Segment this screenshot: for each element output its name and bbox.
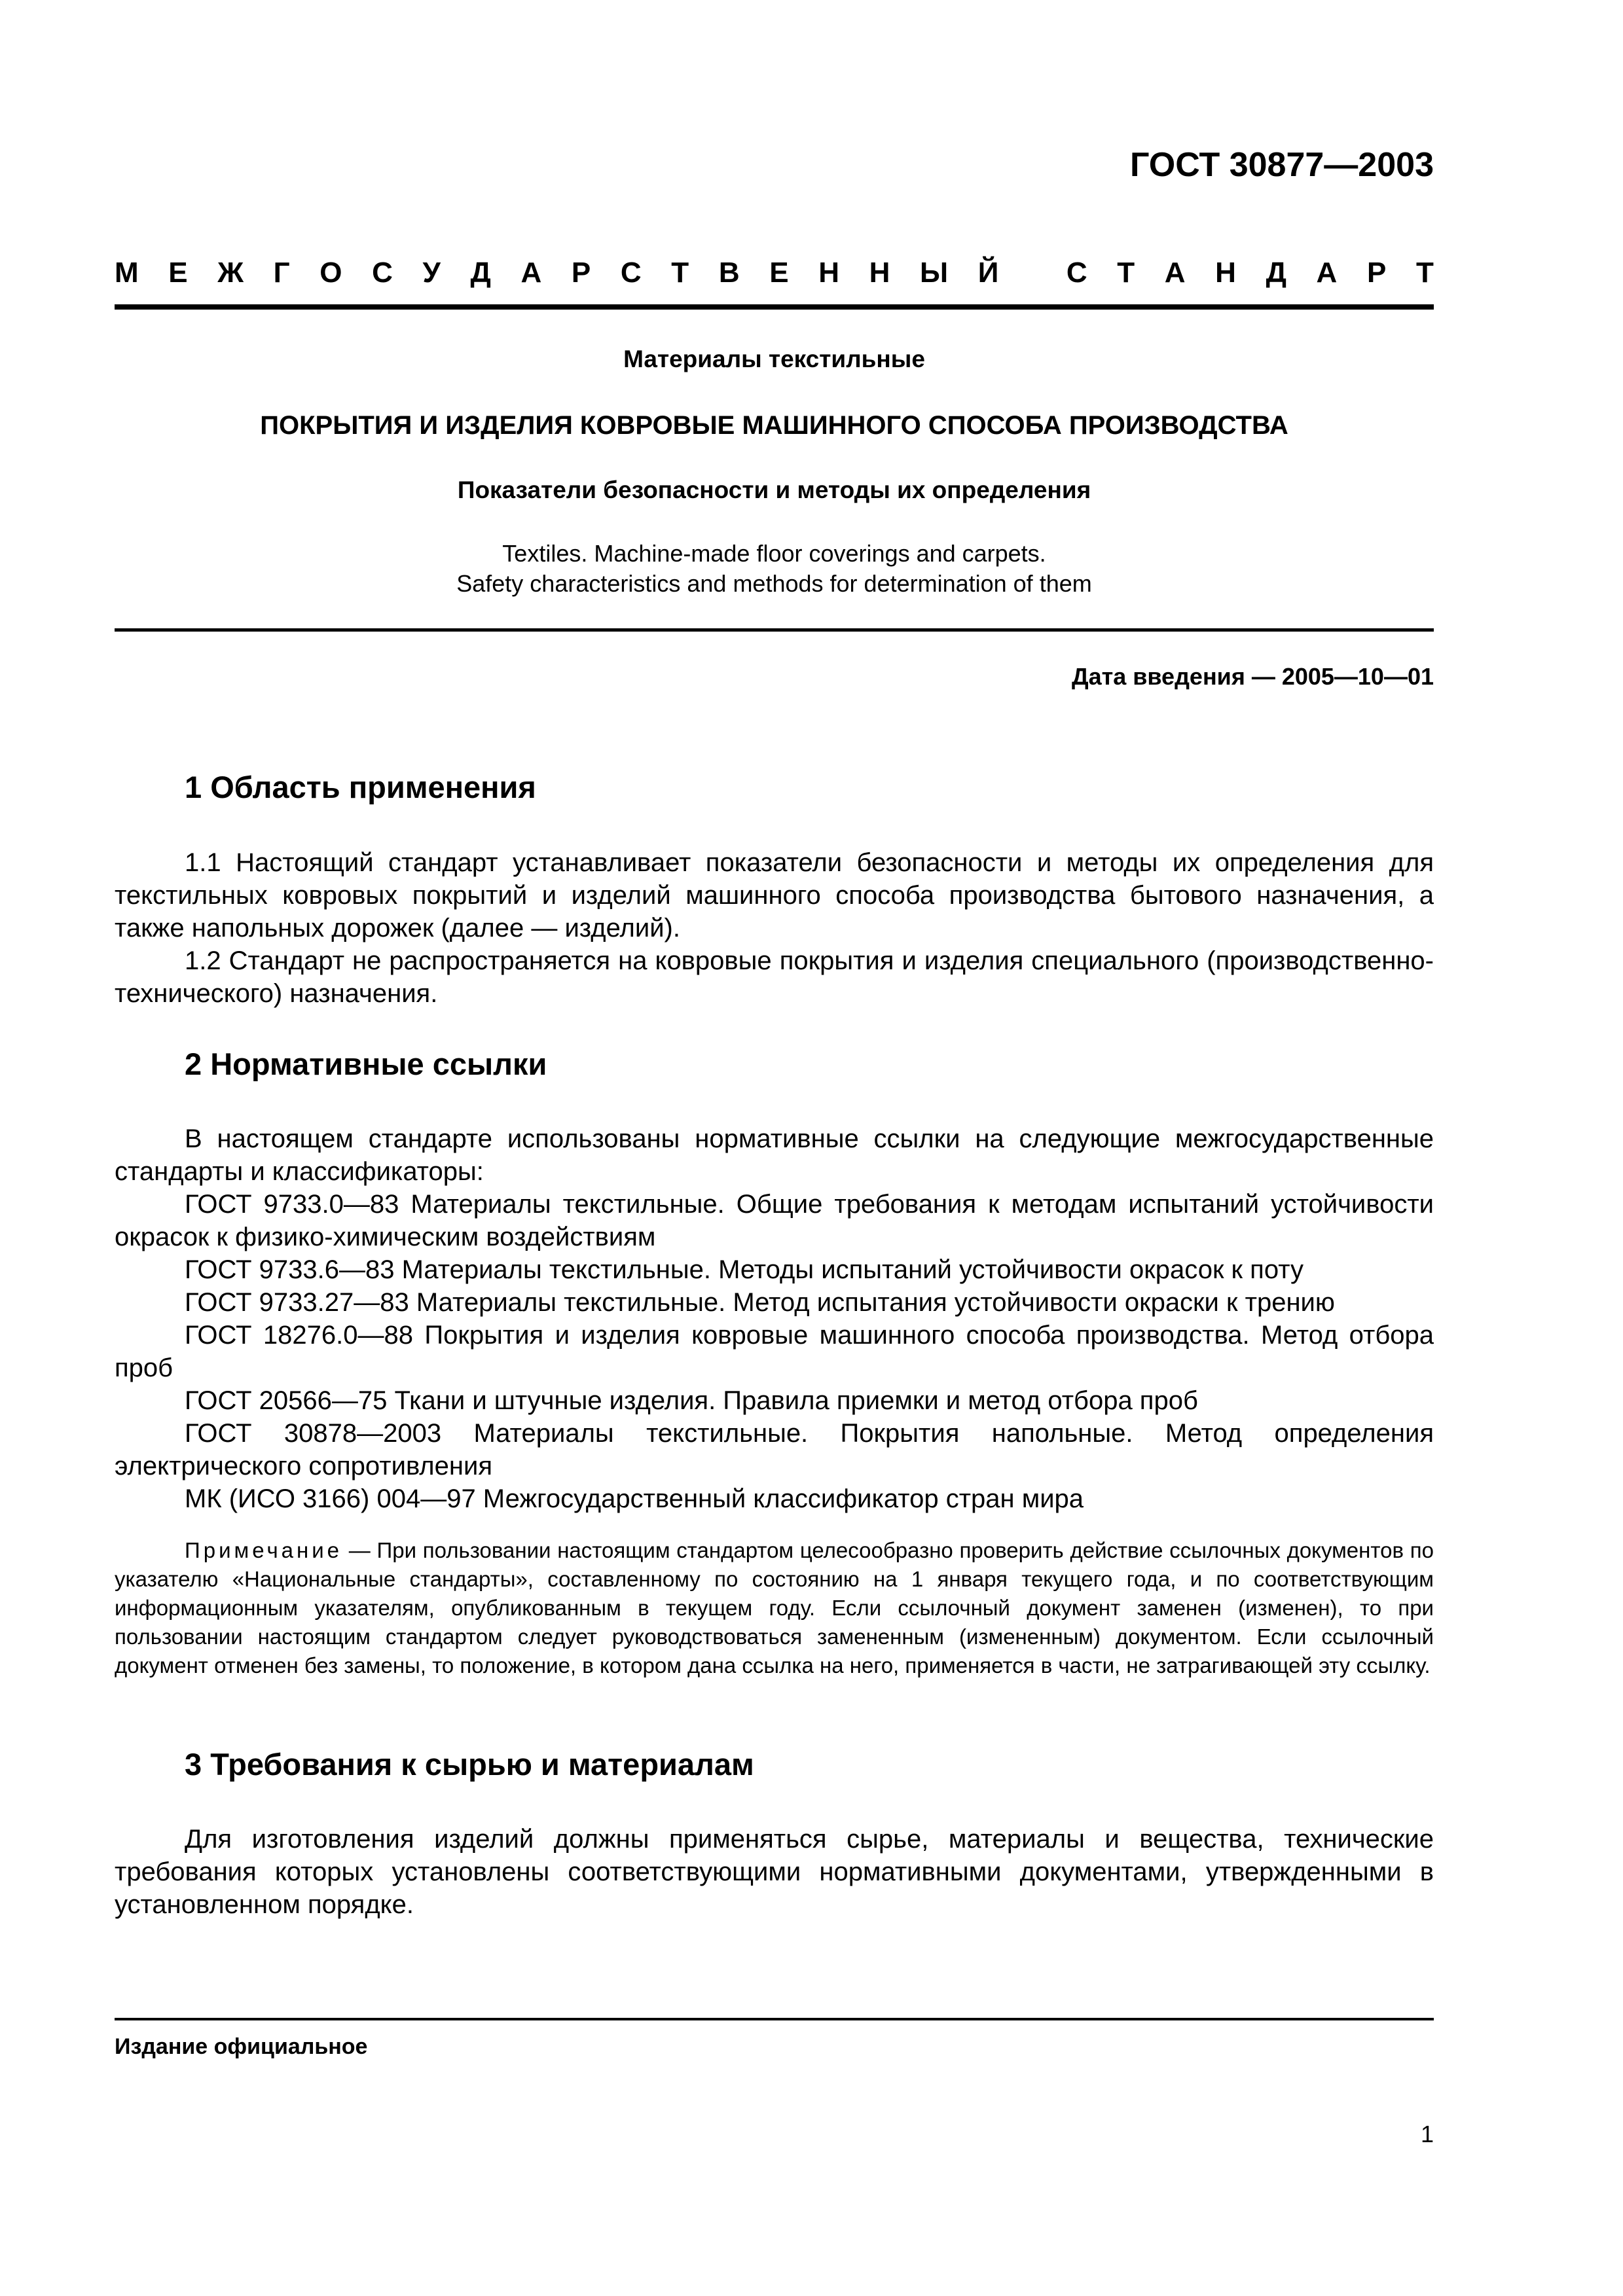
reference-item: ГОСТ 20566—75 Ткани и штучные изделия. Правила приемки и метод отбора проб	[185, 1386, 1198, 1415]
banner-letter: Т	[1117, 257, 1135, 289]
reference-item: ГОСТ 9733.27—83 Материалы текстильные. Метод испытания устойчивости окраски к трению	[185, 1288, 1335, 1317]
reference-item: ГОСТ 30878—2003 Материалы текстильные. Покрытия напольные. Метод определения электрического сопротивления	[115, 1419, 1434, 1480]
banner-letter: Г	[273, 257, 290, 289]
section-2-heading: 2 Нормативные ссылки	[185, 1047, 547, 1081]
section-3-heading: 3 Требования к сырью и материалам	[185, 1747, 754, 1782]
banner-letter: Н	[818, 257, 839, 289]
banner-letter: В	[718, 257, 740, 289]
references-note	[115, 1536, 1434, 1680]
banner-letter: А	[1316, 257, 1338, 289]
note-text: — При пользовании настоящим стандартом целесообразно проверить действие ссылочных документов по указателю «Национальные стандарты», составленному по состоянию на 1 января текущего года, и по соответствующим информационным указателям, опубликованным в текущем году. Если ссылочный документ заменен (изменен), то при пользовании настоящим стандартом следует руководствоваться замененным (измененным) документом. Если ссылочный документ отменен без замены, то положение, в котором дана ссылка на него, применяется в части, не затрагивающей эту ссылку.	[115, 1538, 1434, 1677]
banner-letter: О	[319, 257, 342, 289]
header-rule	[115, 304, 1434, 310]
footer-rule	[115, 2018, 1434, 2020]
banner-letter: С	[1066, 257, 1087, 289]
banner-gap	[1029, 257, 1036, 296]
reference-item: ГОСТ 18276.0—88 Покрытия и изделия ковровые машинного способа производства. Метод отбора проб	[115, 1321, 1434, 1382]
banner-letter: Н	[1215, 257, 1236, 289]
banner-letter: М	[115, 257, 139, 289]
standard-designation: ГОСТ 30877—2003	[1130, 146, 1434, 184]
banner-letter: У	[422, 257, 441, 289]
banner-letter: Р	[571, 257, 591, 289]
paragraph-1-2: 1.2 Стандарт не распространяется на ковровые покрытия и изделия специального (производственно-технического) назначения.	[115, 946, 1434, 1008]
banner-letter: А	[1164, 257, 1186, 289]
banner-letter: Р	[1366, 257, 1387, 289]
banner-letter: Т	[1415, 257, 1434, 289]
page-number: 1	[1420, 2121, 1434, 2147]
banner-letter: С	[372, 257, 393, 289]
reference-item: ГОСТ 9733.0—83 Материалы текстильные. Общие требования к методам испытаний устойчивости окрасок к физико-химическим воздействиям	[115, 1190, 1434, 1251]
paragraph-1-1: 1.1 Настоящий стандарт устанавливает показатели безопасности и методы их определения для текстильных ковровых покрытий и изделий машинного способа производства бытового назначения, а также напольных дорожек (далее — изделий).	[115, 848, 1434, 942]
reference-item: МК (ИСО 3166) 004—97 Межгосударственный классификатор стран мира	[185, 1484, 1084, 1513]
banner-letter: С	[620, 257, 642, 289]
banner-letter: Д	[470, 257, 491, 289]
banner-letter: Н	[869, 257, 890, 289]
banner-letter: А	[520, 257, 542, 289]
banner-letter: Ж	[217, 257, 244, 289]
references-intro: В настоящем стандарте использованы нормативные ссылки на следующие межгосударственные стандарты и классификаторы:	[115, 1124, 1434, 1186]
paragraph-3: Для изготовления изделий должны применяться сырье, материалы и вещества, технические требования которых установлены соответствующими нормативными документами, утвержденными в установленном порядке.	[115, 1825, 1434, 1919]
banner-letter: Д	[1266, 257, 1286, 289]
title-main: ПОКРЫТИЯ И ИЗДЕЛИЯ КОВРОВЫЕ МАШИННОГО СПОСОБА ПРОИЗВОДСТВА	[260, 411, 1288, 440]
banner-letter: Ы	[920, 257, 949, 289]
introduction-date: Дата введения — 2005—10—01	[1071, 663, 1434, 690]
official-edition-label: Издание официальное	[115, 2034, 368, 2059]
section-1-heading: 1 Область применения	[185, 770, 536, 804]
banner-letter: Е	[168, 257, 188, 289]
title-rule	[115, 628, 1434, 632]
banner-letter: Й	[977, 257, 999, 289]
banner-letter: Е	[769, 257, 789, 289]
english-title-line-2: Safety characteristics and methods for determination of them	[456, 570, 1092, 597]
title-subtitle-2: Показатели безопасности и методы их определения	[457, 476, 1091, 503]
interstate-standard-banner	[115, 257, 1434, 296]
note-label: Примечание	[185, 1538, 343, 1562]
title-subtitle: Материалы текстильные	[623, 346, 925, 372]
banner-letter: Т	[671, 257, 689, 289]
reference-item: ГОСТ 9733.6—83 Материалы текстильные. Методы испытаний устойчивости окрасок к поту	[185, 1255, 1304, 1284]
english-title-line-1: Textiles. Machine-made floor coverings and carpets.	[502, 540, 1046, 567]
